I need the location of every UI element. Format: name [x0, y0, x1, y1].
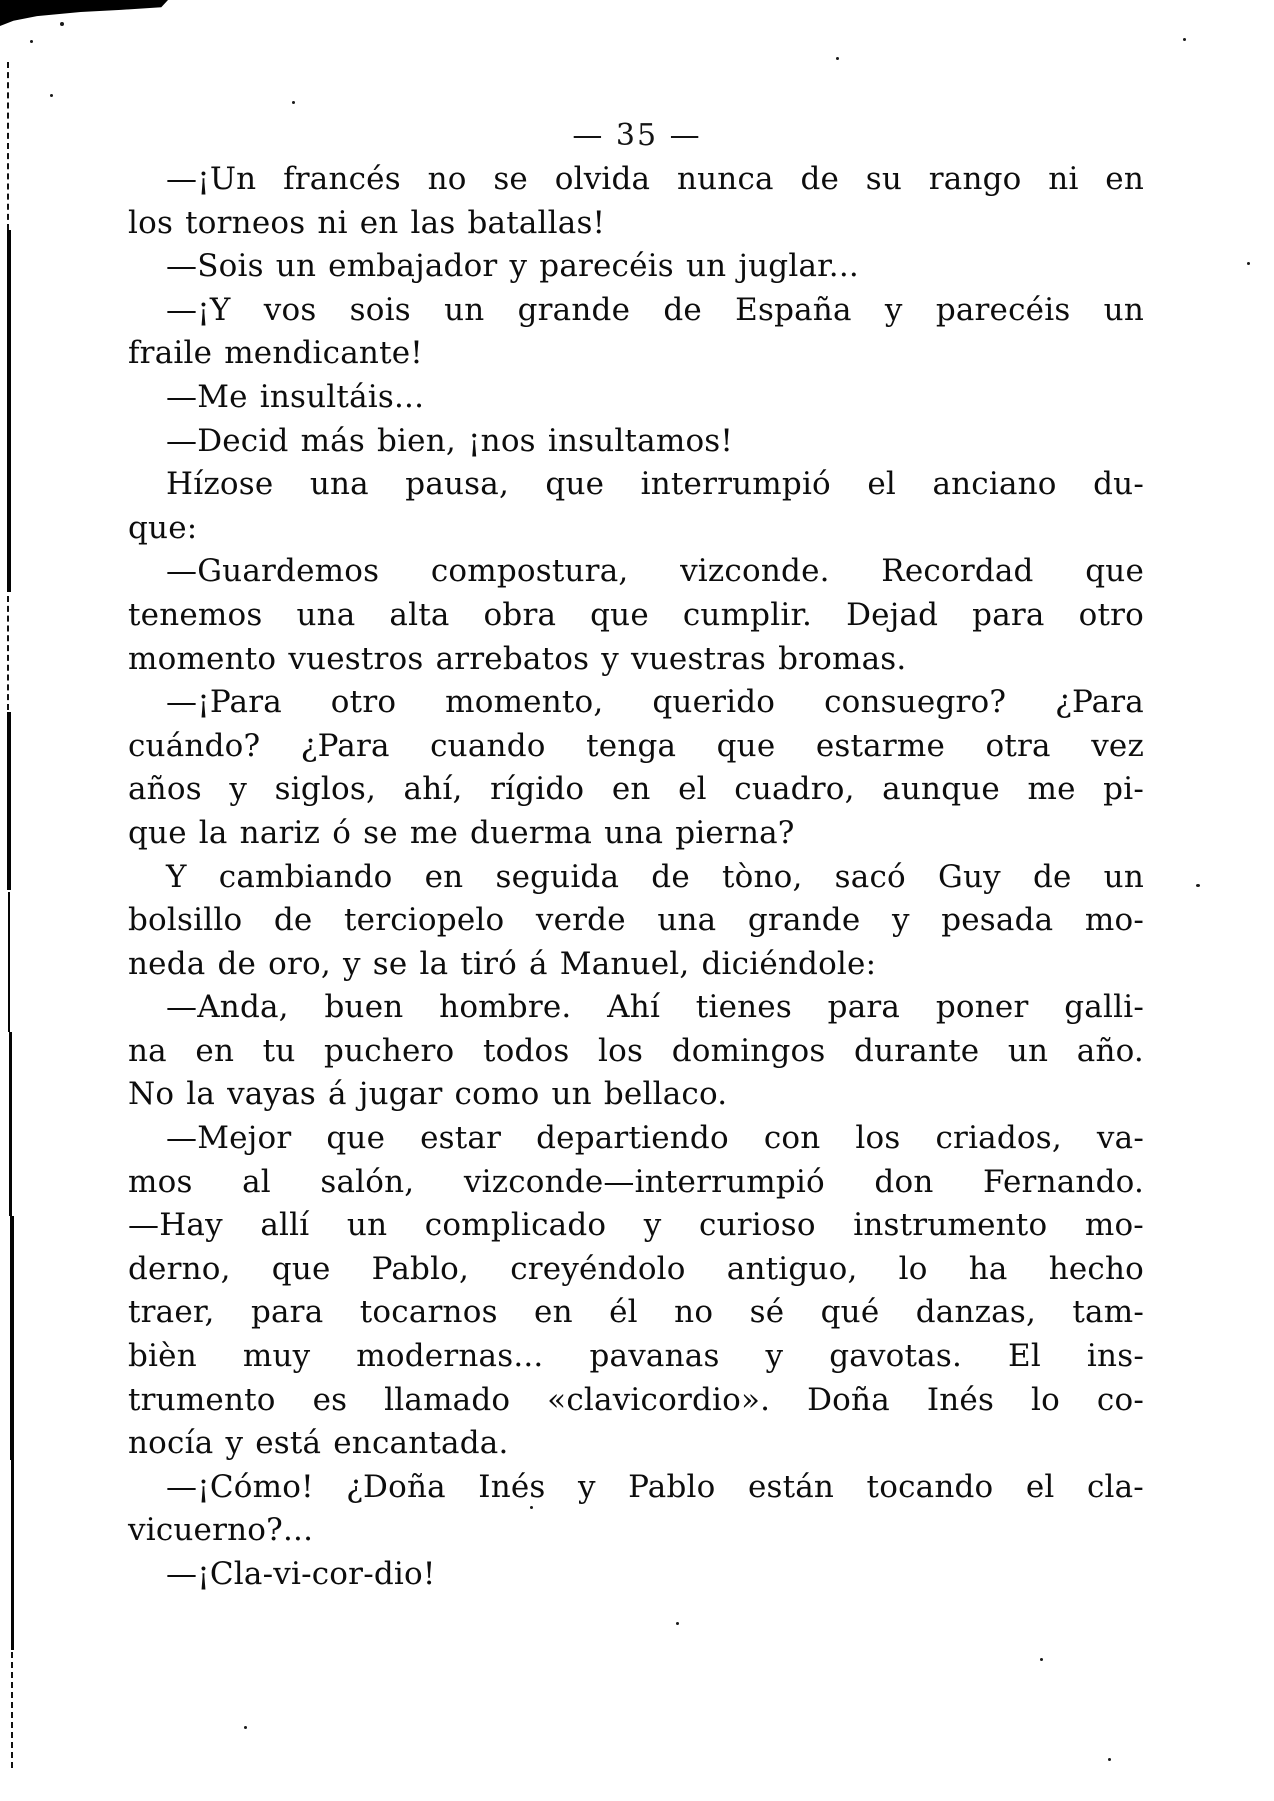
- text-line: neda de oro, y se la tiró á Manuel, diciéndole:: [128, 945, 877, 982]
- text-line: —¡Un francés no se olvida nunca de su rango ni en: [166, 161, 1144, 197]
- text-line: trumento es llamado «clavicordio». Doña Inés lo co-: [128, 1381, 1144, 1418]
- text-line: —¡Para otro momento, querido consuegro? ¿Para: [166, 684, 1144, 721]
- scan-speck: [1183, 38, 1186, 41]
- page-number: — 35 —: [572, 118, 702, 153]
- text-line: los torneos ni en las batallas!: [128, 204, 606, 241]
- scan-gutter-line: [7, 62, 9, 230]
- scan-speck: [1247, 262, 1250, 265]
- text-line: —¡Y vos sois un grande de España y parecéis un: [166, 291, 1144, 328]
- text-line: tenemos una alta obra que cumplir. Dejad para otro: [128, 596, 1144, 633]
- scan-gutter-line: [7, 712, 11, 890]
- text-line: Hízose una pausa, que interrumpió el anciano du-: [166, 466, 1144, 503]
- text-line: años y siglos, ahí, rígido en el cuadro, aunque me pi-: [128, 771, 1144, 808]
- text-line: bolsillo de terciopelo verde una grande y pesada mo-: [128, 902, 1144, 939]
- text-line: na en tu puchero todos los domingos durante un año.: [128, 1032, 1144, 1069]
- text-line: —Hay allí un complicado y curioso instrumento mo-: [128, 1207, 1144, 1244]
- text-line: Y cambiando en seguida de tòno, sacó Guy de un: [166, 858, 1144, 895]
- text-line: cuándo? ¿Para cuando tenga que estarme otra vez: [128, 727, 1144, 764]
- scan-speck: [676, 1622, 679, 1625]
- text-line: derno, que Pablo, creyéndolo antiguo, lo ha hecho: [128, 1250, 1144, 1287]
- scan-speck: [530, 1506, 533, 1509]
- scan-speck: [1196, 884, 1200, 887]
- scan-gutter-line: [8, 892, 10, 1032]
- scan-speck: [836, 57, 839, 60]
- text-line: No la vayas á jugar como un bellaco.: [128, 1076, 728, 1113]
- text-line: vicuerno?...: [128, 1512, 314, 1549]
- text-line: bièn muy modernas... pavanas y gavotas. El ins-: [128, 1338, 1144, 1375]
- scan-gutter-line: [10, 1216, 14, 1460]
- text-line: —Guardemos compostura, vizconde. Recordad que: [166, 553, 1144, 590]
- text-line: momento vuestros arrebatos y vuestras bromas.: [128, 640, 907, 677]
- text-line: —Me insultáis...: [166, 378, 425, 415]
- scan-speck: [30, 40, 33, 43]
- text-line: que la nariz ó se me duerma una pierna?: [128, 814, 795, 851]
- scan-gutter-line: [7, 596, 9, 710]
- scan-speck: [1040, 1658, 1043, 1661]
- scan-ink-blot: [0, 0, 168, 26]
- text-line: —Anda, buen hombre. Ahí tienes para poner galli-: [166, 989, 1144, 1026]
- text-line: nocía y está encantada.: [128, 1425, 509, 1462]
- scan-speck: [244, 1726, 247, 1729]
- text-line: que:: [128, 509, 198, 546]
- scan-speck: [292, 101, 295, 104]
- text-line: —¡Cla-vi-cor-dio!: [166, 1556, 436, 1592]
- text-line: traer, para tocarnos en él no sé qué danzas, tam-: [128, 1294, 1144, 1331]
- scan-gutter-line: [7, 230, 11, 592]
- page-text: [128, 158, 1144, 1597]
- scan-gutter-line: [11, 1460, 14, 1650]
- scan-speck: [1108, 1758, 1111, 1761]
- text-line: —Sois un embajador y parecéis un juglar...: [166, 248, 859, 285]
- text-line: —¡Cómo! ¿Doña Inés y Pablo están tocando el cla-: [166, 1468, 1144, 1505]
- text-line: fraile mendicante!: [128, 335, 423, 372]
- scan-gutter-line: [9, 1032, 12, 1216]
- scan-speck: [60, 22, 64, 26]
- text-line: mos al salón, vizconde—interrumpió don Fernando.: [128, 1163, 1144, 1200]
- text-line: —Decid más bien, ¡nos insultamos!: [166, 422, 734, 459]
- scan-gutter-line: [11, 1652, 13, 1768]
- text-line: —Mejor que estar departiendo con los criados, va-: [166, 1120, 1144, 1157]
- scan-speck: [50, 94, 53, 97]
